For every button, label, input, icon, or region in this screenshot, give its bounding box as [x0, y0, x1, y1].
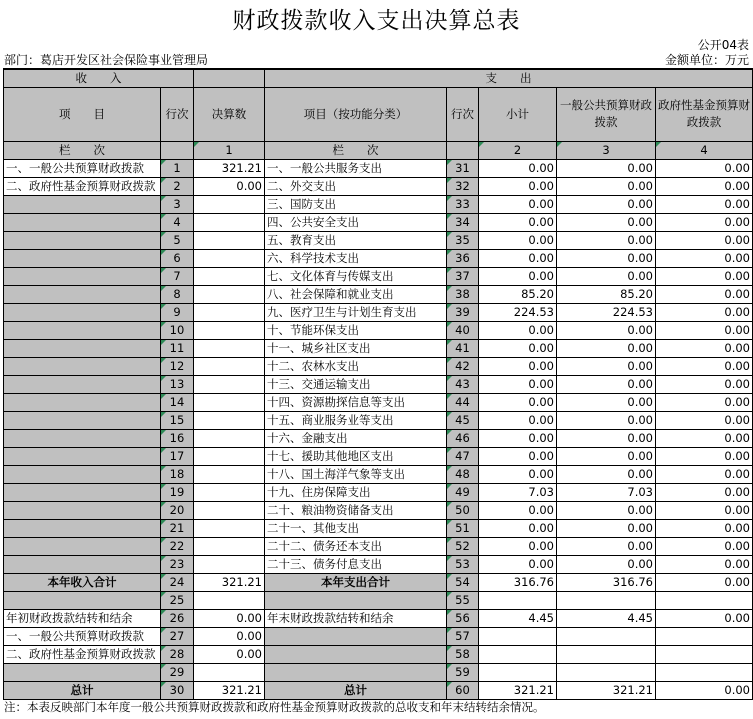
income-amount-cell[interactable]	[194, 393, 265, 411]
row58-fund[interactable]	[656, 645, 753, 663]
expense-subtotal-cell[interactable]: 0.00	[479, 393, 557, 411]
income-item-cell	[4, 393, 161, 411]
income-amount-cell[interactable]	[194, 339, 265, 357]
header-line: 行次	[161, 87, 194, 141]
col-index-label: 栏 次	[4, 141, 161, 159]
expense-general-cell[interactable]: 85.20	[557, 285, 656, 303]
expense-general-cell[interactable]: 0.00	[557, 501, 656, 519]
blank-row-sub[interactable]	[479, 591, 557, 609]
expense-general-cell[interactable]: 0.00	[557, 519, 656, 537]
department-label: 部门：葛店开发区社会保险事业管理局	[4, 53, 209, 67]
table-row	[4, 375, 753, 393]
income-amount-cell[interactable]: 0.00	[194, 177, 265, 195]
expense-subtotal-cell[interactable]: 0.00	[479, 555, 557, 573]
begin-balance-line: 26	[161, 609, 194, 627]
expense-general-cell[interactable]: 0.00	[557, 321, 656, 339]
income-line-cell: 23	[161, 555, 194, 573]
grand-total-income-amount[interactable]: 321.21	[194, 681, 265, 699]
col-index-blank2	[447, 141, 479, 159]
table-row	[4, 429, 753, 447]
expense-item-cell: 二、外交支出	[265, 177, 447, 195]
expense-subtotal-cell[interactable]: 7.03	[479, 483, 557, 501]
expense-fund-cell[interactable]: 0.00	[656, 231, 753, 249]
blank-row-line-ex: 55	[447, 591, 479, 609]
row59-item	[265, 663, 447, 681]
table-row	[4, 159, 753, 177]
blank-row-amount[interactable]	[194, 591, 265, 609]
expense-general-cell[interactable]: 0.00	[557, 177, 656, 195]
blank-row-ex-item	[265, 591, 447, 609]
expense-general-cell[interactable]: 0.00	[557, 357, 656, 375]
expense-general-cell[interactable]: 0.00	[557, 213, 656, 231]
grand-total-expense-line: 60	[447, 681, 479, 699]
expense-line-cell: 44	[447, 393, 479, 411]
expense-general-cell[interactable]: 0.00	[557, 447, 656, 465]
income-line-cell: 10	[161, 321, 194, 339]
income-line-cell: 4	[161, 213, 194, 231]
expense-subtotal-cell[interactable]: 0.00	[479, 213, 557, 231]
expense-fund-cell[interactable]: 0.00	[656, 411, 753, 429]
expense-line-cell: 51	[447, 519, 479, 537]
expense-item-cell: 一、一般公共服务支出	[265, 159, 447, 177]
col-index-blank	[161, 141, 194, 159]
blank-row-line-in: 25	[161, 591, 194, 609]
income-line-cell: 17	[161, 447, 194, 465]
expense-line-cell: 35	[447, 231, 479, 249]
header-subtotal: 小计	[479, 87, 557, 141]
row59-line: 59	[447, 663, 479, 681]
begin-fund-line: 28	[161, 645, 194, 663]
expense-fund-cell[interactable]: 0.00	[656, 159, 753, 177]
income-line-cell: 19	[161, 483, 194, 501]
table-row	[4, 303, 753, 321]
begin-balance-label: 年初财政拨款结转和结余	[4, 609, 161, 627]
header-line2: 行次	[447, 87, 479, 141]
expense-line-cell: 34	[447, 213, 479, 231]
expense-subtotal-cell[interactable]: 0.00	[479, 375, 557, 393]
expense-item-cell: 二十三、债务付息支出	[265, 555, 447, 573]
income-item-cell	[4, 213, 161, 231]
income-item-cell	[4, 411, 161, 429]
row57-sub[interactable]	[479, 627, 557, 645]
end-balance-general[interactable]: 4.45	[557, 609, 656, 627]
expense-item-cell: 六、科学技术支出	[265, 249, 447, 267]
income-item-cell: 二、政府性基金预算财政拨款	[4, 177, 161, 195]
col-index-1: 1	[194, 141, 265, 159]
expense-item-cell: 十、节能环保支出	[265, 321, 447, 339]
row57-gen[interactable]	[557, 627, 656, 645]
expense-fund-cell[interactable]: 0.00	[656, 519, 753, 537]
expense-general-cell[interactable]: 7.03	[557, 483, 656, 501]
expense-subtotal-cell[interactable]: 0.00	[479, 321, 557, 339]
expense-line-cell: 31	[447, 159, 479, 177]
income-line-cell: 2	[161, 177, 194, 195]
grand-total-expense-label: 总计	[265, 681, 447, 699]
expense-general-cell[interactable]: 0.00	[557, 195, 656, 213]
income-item-cell	[4, 519, 161, 537]
expense-total-fund[interactable]: 0.00	[656, 573, 753, 591]
expense-general-cell[interactable]: 224.53	[557, 303, 656, 321]
income-amount-cell[interactable]	[194, 555, 265, 573]
row58-sub[interactable]	[479, 645, 557, 663]
income-item-cell	[4, 483, 161, 501]
expense-fund-cell[interactable]: 0.00	[656, 177, 753, 195]
expense-subtotal-cell[interactable]: 0.00	[479, 429, 557, 447]
expense-fund-cell[interactable]: 0.00	[656, 357, 753, 375]
expense-subtotal-cell[interactable]: 0.00	[479, 177, 557, 195]
expense-subtotal-cell[interactable]: 0.00	[479, 195, 557, 213]
expense-line-cell: 50	[447, 501, 479, 519]
table-code: 公开04表	[697, 38, 749, 52]
income-line-cell: 3	[161, 195, 194, 213]
income-line-cell: 18	[161, 465, 194, 483]
income-total-label: 本年收入合计	[4, 573, 161, 591]
income-line-cell: 7	[161, 267, 194, 285]
income-line-cell: 12	[161, 357, 194, 375]
table-row	[4, 213, 753, 231]
expense-fund-cell[interactable]: 0.00	[656, 465, 753, 483]
expense-line-cell: 53	[447, 555, 479, 573]
income-item-cell: 一、一般公共预算财政拨款	[4, 159, 161, 177]
income-amount-cell[interactable]	[194, 537, 265, 555]
expense-subtotal-cell[interactable]: 0.00	[479, 519, 557, 537]
expense-general-cell[interactable]: 0.00	[557, 339, 656, 357]
income-line-cell: 11	[161, 339, 194, 357]
begin-general-amount[interactable]: 0.00	[194, 627, 265, 645]
income-amount-cell[interactable]	[194, 249, 265, 267]
income-amount-cell[interactable]	[194, 321, 265, 339]
income-total-amount[interactable]: 321.21	[194, 573, 265, 591]
expense-line-cell: 42	[447, 357, 479, 375]
table-row	[4, 483, 753, 501]
income-item-cell	[4, 555, 161, 573]
expense-line-cell: 41	[447, 339, 479, 357]
expense-subtotal-cell[interactable]: 0.00	[479, 231, 557, 249]
row58-line: 58	[447, 645, 479, 663]
expense-subtotal-cell[interactable]: 0.00	[479, 159, 557, 177]
expense-item-cell: 四、公共安全支出	[265, 213, 447, 231]
expense-general-cell[interactable]: 0.00	[557, 159, 656, 177]
income-line-cell: 13	[161, 375, 194, 393]
income-line-cell: 1	[161, 159, 194, 177]
table-row	[4, 267, 753, 285]
expense-general-cell[interactable]: 0.00	[557, 393, 656, 411]
col-index-3: 3	[557, 141, 656, 159]
row59-fund[interactable]	[656, 663, 753, 681]
table-row	[4, 339, 753, 357]
header-fund: 政府性基金预算财政拨款	[656, 87, 753, 141]
grand-total-expense-fund[interactable]: 0.00	[656, 681, 753, 699]
expense-item-cell: 三、国防支出	[265, 195, 447, 213]
table-row	[4, 285, 753, 303]
begin-general-line: 27	[161, 627, 194, 645]
begin-fund-amount[interactable]: 0.00	[194, 645, 265, 663]
expense-item-cell: 五、教育支出	[265, 231, 447, 249]
income-item-cell	[4, 231, 161, 249]
expense-subtotal-cell[interactable]: 224.53	[479, 303, 557, 321]
row29-item	[4, 663, 161, 681]
begin-general-label: 一、一般公共预算财政拨款	[4, 627, 161, 645]
income-amount-cell[interactable]	[194, 267, 265, 285]
row29-line: 29	[161, 663, 194, 681]
income-amount-cell[interactable]	[194, 195, 265, 213]
unit-label: 金额单位：万元	[664, 53, 749, 67]
income-total-line: 24	[161, 573, 194, 591]
expense-fund-cell[interactable]: 0.00	[656, 429, 753, 447]
table-row	[4, 177, 753, 195]
header-final-amount: 决算数	[194, 87, 265, 141]
end-balance-line: 56	[447, 609, 479, 627]
income-amount-cell[interactable]	[194, 411, 265, 429]
expense-subtotal-cell[interactable]: 0.00	[479, 267, 557, 285]
begin-fund-label: 二、政府性基金预算财政拨款	[4, 645, 161, 663]
expense-fund-cell[interactable]: 0.00	[656, 501, 753, 519]
row57-item	[265, 627, 447, 645]
income-amount-cell[interactable]	[194, 213, 265, 231]
expense-fund-cell[interactable]: 0.00	[656, 555, 753, 573]
expense-fund-cell[interactable]: 0.00	[656, 393, 753, 411]
income-amount-cell[interactable]	[194, 501, 265, 519]
page-title: 财政拨款收入支出决算总表	[232, 8, 521, 34]
expense-item-cell: 二十、粮油物资储备支出	[265, 501, 447, 519]
income-item-cell	[4, 249, 161, 267]
expense-item-cell: 十七、援助其他地区支出	[265, 447, 447, 465]
expense-subtotal-cell[interactable]: 0.00	[479, 537, 557, 555]
expense-subtotal-cell[interactable]: 0.00	[479, 447, 557, 465]
expense-item-cell: 二十一、其他支出	[265, 519, 447, 537]
grand-total-expense-subtotal[interactable]: 321.21	[479, 681, 557, 699]
income-amount-cell[interactable]	[194, 375, 265, 393]
end-balance-label: 年末财政拨款结转和结余	[265, 609, 447, 627]
expense-line-cell: 32	[447, 177, 479, 195]
expense-general-cell[interactable]: 0.00	[557, 465, 656, 483]
expense-item-cell: 十五、商业服务业等支出	[265, 411, 447, 429]
income-amount-cell[interactable]	[194, 285, 265, 303]
row59-sub[interactable]	[479, 663, 557, 681]
income-item-cell	[4, 303, 161, 321]
income-line-cell: 22	[161, 537, 194, 555]
table-row	[4, 537, 753, 555]
expense-total-general[interactable]: 316.76	[557, 573, 656, 591]
expense-subtotal-cell[interactable]: 0.00	[479, 357, 557, 375]
income-group-header: 收 入	[4, 69, 194, 87]
expense-subtotal-cell[interactable]: 0.00	[479, 411, 557, 429]
expense-total-line: 54	[447, 573, 479, 591]
header-item-func: 项目（按功能分类）	[265, 87, 447, 141]
expense-subtotal-cell[interactable]: 0.00	[479, 465, 557, 483]
expense-fund-cell[interactable]: 0.00	[656, 447, 753, 465]
table-row	[4, 393, 753, 411]
expense-fund-cell[interactable]: 0.00	[656, 303, 753, 321]
income-item-cell	[4, 285, 161, 303]
expense-subtotal-cell[interactable]: 0.00	[479, 249, 557, 267]
income-item-cell	[4, 267, 161, 285]
expense-fund-cell[interactable]: 0.00	[656, 249, 753, 267]
income-amount-cell[interactable]	[194, 231, 265, 249]
expense-line-cell: 38	[447, 285, 479, 303]
row58-gen[interactable]	[557, 645, 656, 663]
expense-fund-cell[interactable]: 0.00	[656, 537, 753, 555]
expense-fund-cell[interactable]: 0.00	[656, 267, 753, 285]
expense-item-cell: 十八、国土海洋气象等支出	[265, 465, 447, 483]
expense-general-cell[interactable]: 0.00	[557, 267, 656, 285]
grand-total-income-label: 总计	[4, 681, 161, 699]
end-balance-fund[interactable]: 0.00	[656, 609, 753, 627]
income-item-cell	[4, 501, 161, 519]
row57-fund[interactable]	[656, 627, 753, 645]
expense-group-header: 支 出	[265, 69, 753, 87]
expense-item-cell: 七、文化体育与传媒支出	[265, 267, 447, 285]
income-line-cell: 20	[161, 501, 194, 519]
income-line-cell: 14	[161, 393, 194, 411]
expense-general-cell[interactable]: 0.00	[557, 555, 656, 573]
expense-item-cell: 十二、农林水支出	[265, 357, 447, 375]
income-amount-cell[interactable]: 321.21	[194, 159, 265, 177]
expense-item-cell: 二十二、债务还本支出	[265, 537, 447, 555]
expense-line-cell: 48	[447, 465, 479, 483]
expense-line-cell: 47	[447, 447, 479, 465]
expense-total-label: 本年支出合计	[265, 573, 447, 591]
expense-fund-cell[interactable]: 0.00	[656, 213, 753, 231]
expense-fund-cell[interactable]: 0.00	[656, 285, 753, 303]
budget-table	[3, 68, 753, 700]
income-item-cell	[4, 537, 161, 555]
expense-general-cell[interactable]: 0.00	[557, 411, 656, 429]
expense-general-cell[interactable]: 0.00	[557, 249, 656, 267]
row58-item	[265, 645, 447, 663]
income-amount-cell[interactable]	[194, 447, 265, 465]
income-line-cell: 21	[161, 519, 194, 537]
income-line-cell: 9	[161, 303, 194, 321]
grand-total-expense-general[interactable]: 321.21	[557, 681, 656, 699]
blank-row-gen[interactable]	[557, 591, 656, 609]
table-row	[4, 465, 753, 483]
table-row	[4, 249, 753, 267]
table-row	[4, 501, 753, 519]
expense-line-cell: 37	[447, 267, 479, 285]
table-row	[4, 447, 753, 465]
expense-item-cell: 十四、资源勘探信息等支出	[265, 393, 447, 411]
income-amount-cell[interactable]	[194, 357, 265, 375]
expense-line-cell: 52	[447, 537, 479, 555]
expense-line-cell: 49	[447, 483, 479, 501]
expense-item-cell: 十六、金融支出	[265, 429, 447, 447]
income-line-cell: 16	[161, 429, 194, 447]
table-row	[4, 357, 753, 375]
expense-fund-cell[interactable]: 0.00	[656, 195, 753, 213]
income-line-cell: 8	[161, 285, 194, 303]
header-general: 一般公共预算财政拨款	[557, 87, 656, 141]
income-line-cell: 5	[161, 231, 194, 249]
expense-general-cell[interactable]: 0.00	[557, 375, 656, 393]
row29-amount[interactable]	[194, 663, 265, 681]
income-item-cell	[4, 357, 161, 375]
table-row	[4, 411, 753, 429]
row57-line: 57	[447, 627, 479, 645]
expense-line-cell: 45	[447, 411, 479, 429]
income-amount-cell[interactable]	[194, 519, 265, 537]
income-group-blank	[194, 69, 265, 87]
expense-general-cell[interactable]: 0.00	[557, 429, 656, 447]
blank-row-item	[4, 591, 161, 609]
income-line-cell: 6	[161, 249, 194, 267]
expense-fund-cell[interactable]: 0.00	[656, 321, 753, 339]
expense-general-cell[interactable]: 0.00	[557, 537, 656, 555]
expense-fund-cell[interactable]: 0.00	[656, 339, 753, 357]
footnote: 注：本表反映部门本年度一般公共预算财政拨款和政府性基金预算财政拨款的总收支和年末结转结余情况。	[4, 700, 545, 714]
expense-total-subtotal[interactable]: 316.76	[479, 573, 557, 591]
expense-fund-cell[interactable]: 0.00	[656, 375, 753, 393]
col-index-4: 4	[656, 141, 753, 159]
income-item-cell	[4, 465, 161, 483]
income-item-cell	[4, 447, 161, 465]
col-index-2: 2	[479, 141, 557, 159]
begin-balance-amount[interactable]: 0.00	[194, 609, 265, 627]
income-item-cell	[4, 339, 161, 357]
header-item: 项 目	[4, 87, 161, 141]
income-amount-cell[interactable]	[194, 303, 265, 321]
expense-line-cell: 36	[447, 249, 479, 267]
income-item-cell	[4, 321, 161, 339]
expense-general-cell[interactable]: 0.00	[557, 231, 656, 249]
expense-item-cell: 十三、交通运输支出	[265, 375, 447, 393]
income-amount-cell[interactable]	[194, 465, 265, 483]
expense-line-cell: 43	[447, 375, 479, 393]
row59-gen[interactable]	[557, 663, 656, 681]
expense-item-cell: 十九、住房保障支出	[265, 483, 447, 501]
income-item-cell	[4, 429, 161, 447]
expense-line-cell: 40	[447, 321, 479, 339]
expense-line-cell: 46	[447, 429, 479, 447]
expense-subtotal-cell[interactable]: 85.20	[479, 285, 557, 303]
detail-rows	[4, 159, 753, 573]
col-index-label2: 栏 次	[265, 141, 447, 159]
expense-line-cell: 39	[447, 303, 479, 321]
blank-row-fund[interactable]	[656, 591, 753, 609]
income-item-cell	[4, 375, 161, 393]
expense-item-cell: 八、社会保障和就业支出	[265, 285, 447, 303]
expense-subtotal-cell[interactable]: 0.00	[479, 501, 557, 519]
expense-fund-cell[interactable]: 0.00	[656, 483, 753, 501]
table-row	[4, 519, 753, 537]
expense-subtotal-cell[interactable]: 0.00	[479, 339, 557, 357]
table-row	[4, 195, 753, 213]
end-balance-subtotal[interactable]: 4.45	[479, 609, 557, 627]
table-row	[4, 555, 753, 573]
expense-line-cell: 33	[447, 195, 479, 213]
expense-item-cell: 九、医疗卫生与计划生育支出	[265, 303, 447, 321]
table-row	[4, 321, 753, 339]
income-amount-cell[interactable]	[194, 483, 265, 501]
table-row	[4, 231, 753, 249]
income-line-cell: 15	[161, 411, 194, 429]
income-item-cell	[4, 195, 161, 213]
expense-item-cell: 十一、城乡社区支出	[265, 339, 447, 357]
grand-total-income-line: 30	[161, 681, 194, 699]
income-amount-cell[interactable]	[194, 429, 265, 447]
